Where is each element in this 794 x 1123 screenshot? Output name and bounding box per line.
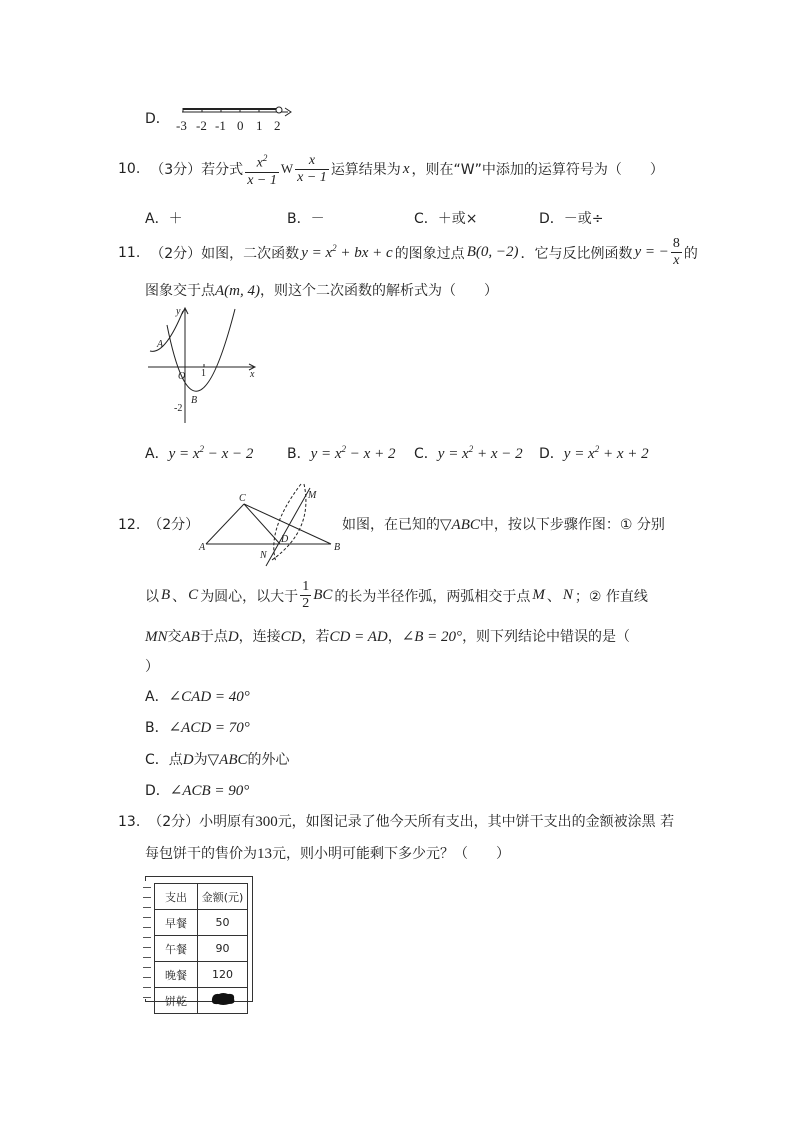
tick-label: -2 [196, 118, 207, 133]
origin-label: O [178, 371, 186, 382]
q11-number: 11. [118, 244, 141, 261]
row-amount: 90 [198, 936, 248, 962]
q12-var: B [161, 587, 171, 603]
q12-stem-line1 [342, 514, 665, 534]
header-amount: 金额(元) [198, 884, 248, 910]
y-axis-label: y [176, 306, 181, 317]
option-text: 点 [168, 752, 183, 768]
point-d-label: D [281, 534, 289, 545]
q13-price: 13 [257, 846, 272, 862]
table-row [155, 988, 248, 1014]
q12-text: 中，按以下步骤作图：① 分别 [479, 517, 665, 533]
blacked-out-amount [198, 988, 248, 1014]
tick-label: -3 [176, 118, 187, 133]
q12-var: BC [313, 587, 333, 603]
option-text: ∠CAD = 40° [168, 689, 250, 705]
q9-number-line [172, 104, 312, 134]
q13-text: （2分）小明原有 [148, 814, 256, 830]
q10-option-c[interactable]: C．＋或× [414, 211, 478, 227]
q12-text: 交 [167, 629, 182, 645]
q13-text: 元，则小明可能剩下多少元？（ ） [272, 846, 510, 862]
q12-score: （2分） [148, 517, 200, 533]
option-letter: B． [287, 446, 311, 462]
q9-option-d [145, 108, 170, 128]
row-amount: 50 [198, 910, 248, 936]
row-item: 饼乾 [155, 988, 198, 1014]
q10-number: 10. [118, 161, 141, 178]
q12-text: 、 [546, 588, 561, 605]
q13-amount: 300 [255, 814, 278, 830]
q11-option-a[interactable]: A．$y = x^2 - x - 2$ [145, 444, 254, 462]
q11-option-d[interactable]: D．$y = x^2 + x + 2$ [539, 444, 649, 462]
q11-text: 图象交于点 [145, 283, 215, 299]
q12-text: ， [387, 629, 402, 645]
q12-text: ，若 [301, 629, 330, 645]
table-row [155, 936, 248, 962]
q12-triangle: ▽ABC [440, 517, 480, 533]
q12-option-b[interactable] [145, 717, 250, 737]
q11-text: ．它与反比例函数 [520, 245, 633, 262]
table-header-row [155, 884, 248, 910]
tick-1-label: 1 [201, 368, 206, 379]
option-letter: A． [145, 446, 169, 462]
fraction-8-over-x: $\frac{8}{x}$ [672, 236, 680, 268]
tick-label: 1 [256, 118, 263, 133]
q12-text: 的长为半径作弧，两弧相交于点 [334, 588, 531, 605]
q10-option-d[interactable]: D．－或÷ [539, 211, 604, 227]
q12-option-a[interactable] [145, 686, 250, 706]
option-letter: D． [539, 446, 564, 462]
q13-stem-line2 [145, 843, 510, 863]
q12-var: AB [181, 629, 200, 645]
q11-text: 的 [683, 245, 698, 262]
q12-text: ；② 作直线 [574, 588, 648, 605]
option-text: ∠ACD = 70° [168, 720, 250, 736]
point-n-label: N [260, 550, 267, 561]
table-row [155, 962, 248, 988]
vertex-c-label: C [239, 493, 246, 504]
q10-op-placeholder: W [280, 161, 294, 177]
point-m-label: M [308, 490, 317, 501]
q11-point-a: A(m, 4) [215, 283, 260, 299]
q11-option-b[interactable]: B．$y = x^2 - x + 2$ [287, 444, 396, 462]
vertex-b-label: B [334, 542, 341, 553]
q13-text: 每包饼干的售价为 [145, 846, 257, 862]
fraction-one-half: $\frac{1}{2}$ [302, 579, 310, 611]
q12-option-d[interactable] [145, 780, 249, 800]
q10-option-a[interactable]: A．＋ [145, 211, 183, 227]
q12-text: 于点 [199, 629, 228, 645]
header-expense: 支出 [155, 884, 198, 910]
option-letter: B． [145, 720, 169, 736]
point-a-label: A [157, 339, 164, 350]
q12-number: 12. [118, 517, 141, 533]
fraction-x2-over-x-minus-1: $\frac{x^2}{x - 1}$ [245, 150, 279, 189]
q12-stem-line2 [145, 579, 648, 612]
option-var: ▽ABC [207, 752, 248, 768]
q12-number-row [118, 514, 199, 534]
q11-inverse-expr: y = − [634, 244, 669, 260]
table-row [155, 910, 248, 936]
tick-label: 2 [274, 118, 281, 133]
option-letter: C． [145, 752, 169, 768]
point-b-label: B [191, 395, 198, 406]
q11-text: ，则这个二次函数的解析式为（ ） [260, 283, 498, 299]
q11-point-b: B(0, −2) [466, 244, 519, 260]
q12-var: M [532, 587, 545, 603]
q10-text-end: ，则在“W”中添加的运算符号为（ ） [411, 162, 664, 179]
q11-stem-line1 [118, 236, 698, 269]
q12-var: ∠B = 20° [401, 629, 463, 645]
open-endpoint [276, 107, 282, 113]
q12-text: 以 [145, 588, 159, 605]
option-text: 的外心 [247, 752, 290, 768]
q12-text: ，则下列结论中错误的是（ [462, 629, 631, 645]
q12-var: MN [145, 629, 168, 645]
option-text: 为 [193, 752, 208, 768]
q11-stem-line2 [145, 280, 498, 300]
q12-text: 、 [172, 588, 187, 605]
fraction-x-over-x-minus-1: $\frac{x}{x - 1}$ [297, 152, 327, 185]
tick-neg2-label: -2 [174, 403, 183, 414]
q12-text: ，连接 [238, 629, 281, 645]
q13-stem-line1 [118, 811, 674, 831]
q10-score: （3分）若分式 [150, 162, 244, 179]
x-axis-label: x [250, 369, 255, 380]
option-letter: D． [145, 783, 170, 799]
q13-text: 元，如图记录了他今天所有支出，其中饼干支出的金额被涂黑 若 [277, 814, 675, 830]
q11-option-c[interactable]: C．$y = x^2 + x - 2$ [414, 444, 523, 462]
ink-blot [209, 991, 237, 1007]
row-item: 晚餐 [155, 962, 198, 988]
q12-figure [196, 480, 351, 570]
option-letter: A． [145, 689, 169, 705]
option-var: D [182, 752, 194, 768]
spiral-binding [143, 881, 151, 999]
q12-var: CD = AD [329, 629, 388, 645]
q11-text: （2分）如图，二次函数 [150, 245, 300, 262]
q13-number: 13. [118, 814, 141, 830]
q12-stem-line4: ） [145, 659, 159, 675]
tick-label: 0 [237, 118, 244, 133]
q10-option-b[interactable]: B．－ [287, 211, 325, 227]
q12-option-c[interactable] [145, 749, 290, 769]
q10-text-mid: 运算结果为 [330, 162, 401, 179]
q11-text: 的图象过点 [394, 245, 465, 262]
option-letter: C． [414, 446, 438, 462]
expense-table [154, 883, 248, 1014]
q9-option-d-label: D． [145, 111, 170, 127]
q13-expense-note [145, 876, 253, 1008]
row-item: 早餐 [155, 910, 198, 936]
q10-stem [118, 150, 664, 189]
row-item: 午餐 [155, 936, 198, 962]
row-amount: 120 [198, 962, 248, 988]
tick-label: -1 [215, 118, 226, 133]
q12-var: N [562, 587, 573, 603]
q12-stem-line3 [145, 626, 630, 646]
q12-var: C [188, 587, 199, 603]
q12-var: CD [280, 629, 302, 645]
vertex-a-label: A [199, 542, 206, 553]
option-text: ∠ACB = 90° [169, 783, 250, 799]
q12-text: 为圆心，以大于 [200, 588, 299, 605]
q11-graph [145, 305, 260, 425]
q10-result-var: x [402, 160, 410, 177]
q12-text: 如图，在已知的 [342, 517, 440, 533]
q11-quadratic-expr: $y = x^2$ + bx + c [301, 243, 393, 261]
q12-var: D [227, 629, 239, 645]
